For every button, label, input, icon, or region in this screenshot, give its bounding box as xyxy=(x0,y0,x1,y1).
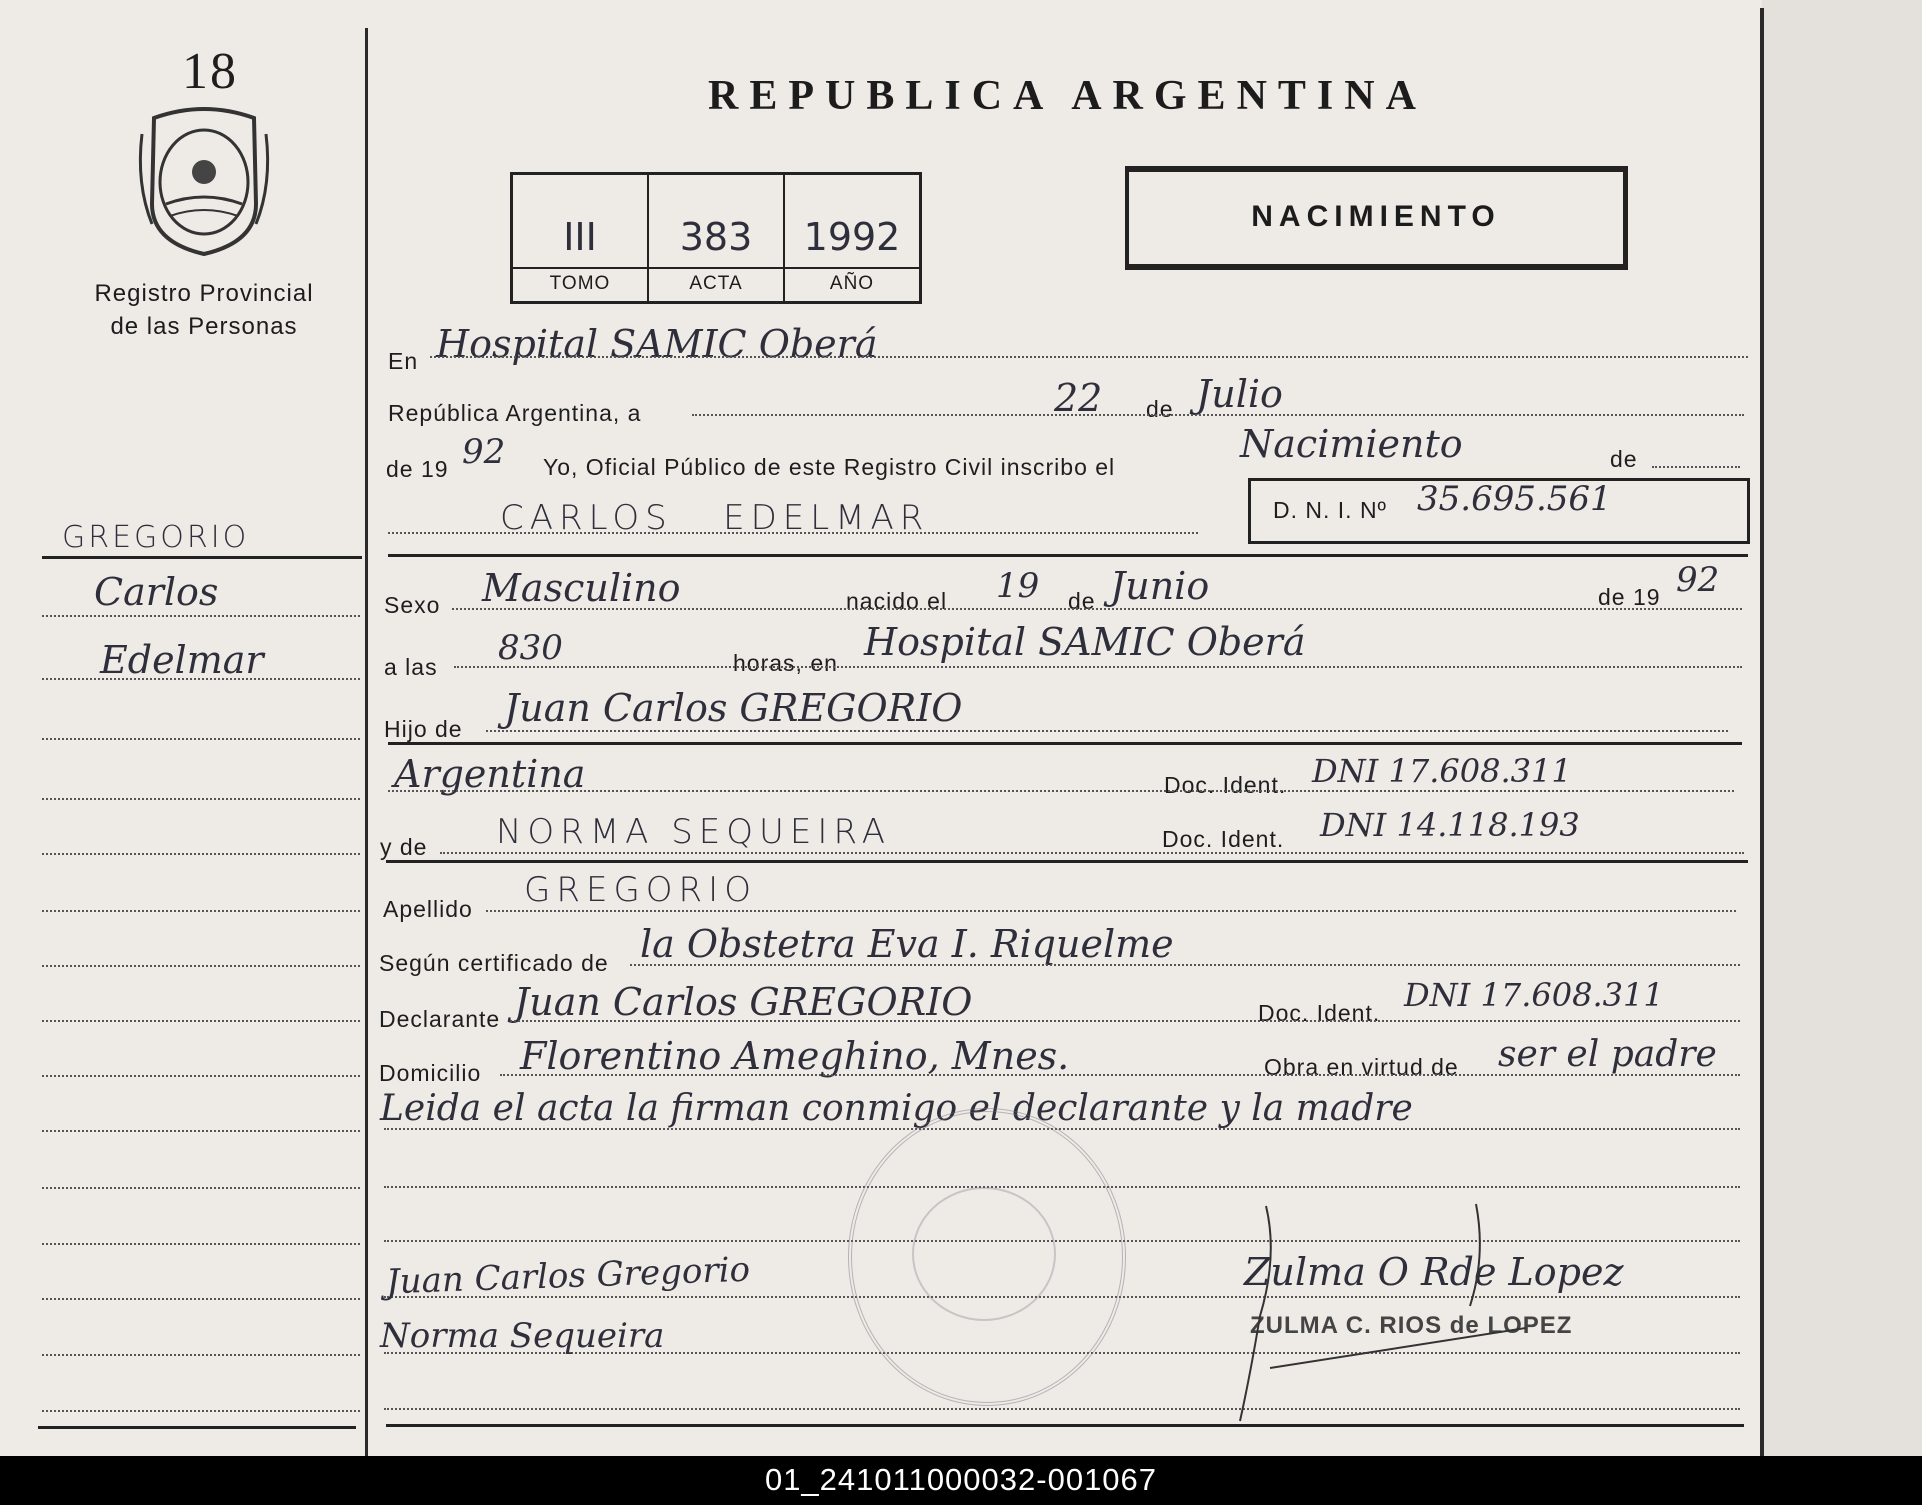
place-value: Hospital SAMIC Oberá xyxy=(436,322,878,366)
image-id: 01_241011000032-001067 xyxy=(764,1462,1158,1497)
birth-year-suffix: 92 xyxy=(1676,560,1720,600)
de-label: de xyxy=(1146,396,1174,422)
month-value: Julio xyxy=(1196,372,1283,416)
official-signature-stroke-icon xyxy=(1230,1196,1530,1426)
hijo-label: Hijo de xyxy=(384,716,463,742)
declarante-label: Declarante xyxy=(379,1006,501,1032)
oficial-text: Yo, Oficial Público de este Registro Civil inscribo el xyxy=(543,454,1116,480)
provincial-seal-icon xyxy=(134,104,274,256)
margin-line xyxy=(42,798,360,800)
sexo-value: Masculino xyxy=(482,566,681,610)
obra-label: Obra en virtud de xyxy=(1264,1054,1459,1080)
section-rule xyxy=(388,742,1742,745)
page-edge xyxy=(1762,0,1922,1456)
doc-ident-label-3: Doc. Ident. xyxy=(1258,1000,1381,1026)
year-prefix: de 19 xyxy=(386,456,449,482)
margin-surname: GREGORIO xyxy=(62,520,250,555)
apellido-label: Apellido xyxy=(383,896,473,922)
margin-second-name: Edelmar xyxy=(100,638,264,682)
act-type-label: NACIMIENTO xyxy=(1251,200,1501,233)
section-rule xyxy=(388,554,1748,557)
republic-label: República Argentina, a xyxy=(388,400,642,426)
y-de-label: y de xyxy=(380,834,428,860)
birth-day-value: 19 xyxy=(996,566,1040,606)
margin-line xyxy=(42,1410,360,1412)
form-line xyxy=(486,730,1728,732)
left-column-divider xyxy=(365,28,368,1458)
domicilio-value: Florentino Ameghino, Mnes. xyxy=(520,1034,1070,1078)
nacido-label: nacido el xyxy=(846,588,948,614)
form-line xyxy=(630,964,1740,966)
form-line xyxy=(454,666,1742,668)
sexo-label: Sexo xyxy=(384,592,441,618)
margin-line xyxy=(42,1020,360,1022)
mother-name-value: NORMA SEQUEIRA xyxy=(496,812,891,852)
dni-value: 35.695.561 xyxy=(1417,479,1612,519)
act-registered-value: Nacimiento xyxy=(1240,422,1463,466)
book-reference-table xyxy=(510,172,922,304)
registry-name-line2: de las Personas xyxy=(110,313,298,340)
margin-first-name: Carlos xyxy=(94,570,219,614)
father-name-value: Juan Carlos GREGORIO xyxy=(504,686,963,730)
mother-signature: Norma Sequeira xyxy=(380,1316,665,1356)
form-line xyxy=(440,852,1744,854)
form-line xyxy=(388,790,1734,792)
form-line xyxy=(500,1074,1740,1076)
margin-surname-rule xyxy=(42,556,362,559)
de-label-2: de xyxy=(1610,446,1638,472)
section-rule xyxy=(386,860,1748,863)
form-line xyxy=(430,356,1748,358)
de-label-3: de xyxy=(1068,588,1096,614)
registry-name-line1: Registro Provincial xyxy=(94,280,314,307)
margin-line xyxy=(42,1354,360,1356)
declarante-name-value: Juan Carlos GREGORIO xyxy=(514,980,973,1024)
margin-line xyxy=(42,965,360,967)
form-line xyxy=(1652,466,1740,468)
birth-year-prefix: de 19 xyxy=(1598,584,1661,610)
form-line xyxy=(486,910,1736,912)
official-signature: Zulma O Rde Lopez xyxy=(1244,1250,1624,1294)
father-signature: Juan Carlos Gregorio xyxy=(385,1249,751,1303)
right-border xyxy=(1760,8,1764,1458)
birth-month-value: Junio xyxy=(1110,564,1210,608)
doc-ident-label: Doc. Ident. xyxy=(1164,772,1287,798)
form-line xyxy=(452,608,1742,610)
margin-line xyxy=(42,910,360,912)
acta-value: 383 xyxy=(679,215,753,259)
dni-box xyxy=(1248,478,1750,544)
form-line xyxy=(384,1128,1740,1130)
obra-value: ser el padre xyxy=(1498,1034,1717,1075)
father-nationality-value: Argentina xyxy=(394,752,586,796)
margin-line xyxy=(42,1130,360,1132)
domicilio-label: Domicilio xyxy=(379,1060,482,1086)
segun-label: Según certificado de xyxy=(379,950,609,976)
anio-cell xyxy=(785,175,919,301)
country-title: REPUBLICA ARGENTINA xyxy=(708,73,1427,119)
official-stamp: ZULMA C. RIOS de LOPEZ xyxy=(1250,1312,1573,1339)
margin-line xyxy=(42,738,360,740)
form-line xyxy=(388,532,1198,534)
act-type-box xyxy=(1125,166,1628,270)
tomo-value: III xyxy=(563,215,597,259)
acta-label: ACTA xyxy=(649,267,783,295)
page-number: 18 xyxy=(182,43,238,100)
a-las-label: a las xyxy=(384,654,438,680)
horas-label: horas, en xyxy=(733,650,838,676)
margin-line xyxy=(42,615,360,617)
form-line xyxy=(510,1020,1740,1022)
form-line xyxy=(692,414,1744,416)
child-name-value: CARLOS EDELMAR xyxy=(500,498,930,538)
doc-ident-label-2: Doc. Ident. xyxy=(1162,826,1285,852)
tomo-label: TOMO xyxy=(513,267,647,295)
acta-cell xyxy=(649,175,785,301)
dni-label: D. N. I. Nº xyxy=(1273,497,1387,523)
certificate-by-value: la Obstetra Eva I. Riquelme xyxy=(640,922,1174,966)
anio-label: AÑO xyxy=(785,267,919,295)
birth-place-value: Hospital SAMIC Oberá xyxy=(864,620,1306,664)
margin-line xyxy=(42,1243,360,1245)
registry-stamp-icon xyxy=(848,1108,1126,1406)
image-id-bar xyxy=(0,1456,1922,1505)
margin-bottom-rule xyxy=(38,1426,356,1429)
closing-text: Leida el acta la firman conmigo el declarante y la madre xyxy=(380,1088,1413,1129)
declarante-doc-value: DNI 17.608.311 xyxy=(1404,976,1664,1014)
year-suffix: 92 xyxy=(462,432,506,472)
father-doc-value: DNI 17.608.311 xyxy=(1312,752,1572,790)
hour-value: 830 xyxy=(498,628,563,668)
mother-doc-value: DNI 14.118.193 xyxy=(1320,806,1580,844)
margin-line xyxy=(42,1187,360,1189)
day-value: 22 xyxy=(1054,376,1103,420)
margin-line xyxy=(42,678,360,680)
anio-value: 1992 xyxy=(803,215,901,259)
bottom-rule xyxy=(386,1424,1744,1427)
margin-line xyxy=(42,1298,360,1300)
form-line xyxy=(384,1408,1740,1410)
tomo-cell xyxy=(513,175,649,301)
apellido-value: GREGORIO xyxy=(524,870,757,910)
margin-line xyxy=(42,853,360,855)
margin-line xyxy=(42,1075,360,1077)
en-label: En xyxy=(388,348,419,374)
